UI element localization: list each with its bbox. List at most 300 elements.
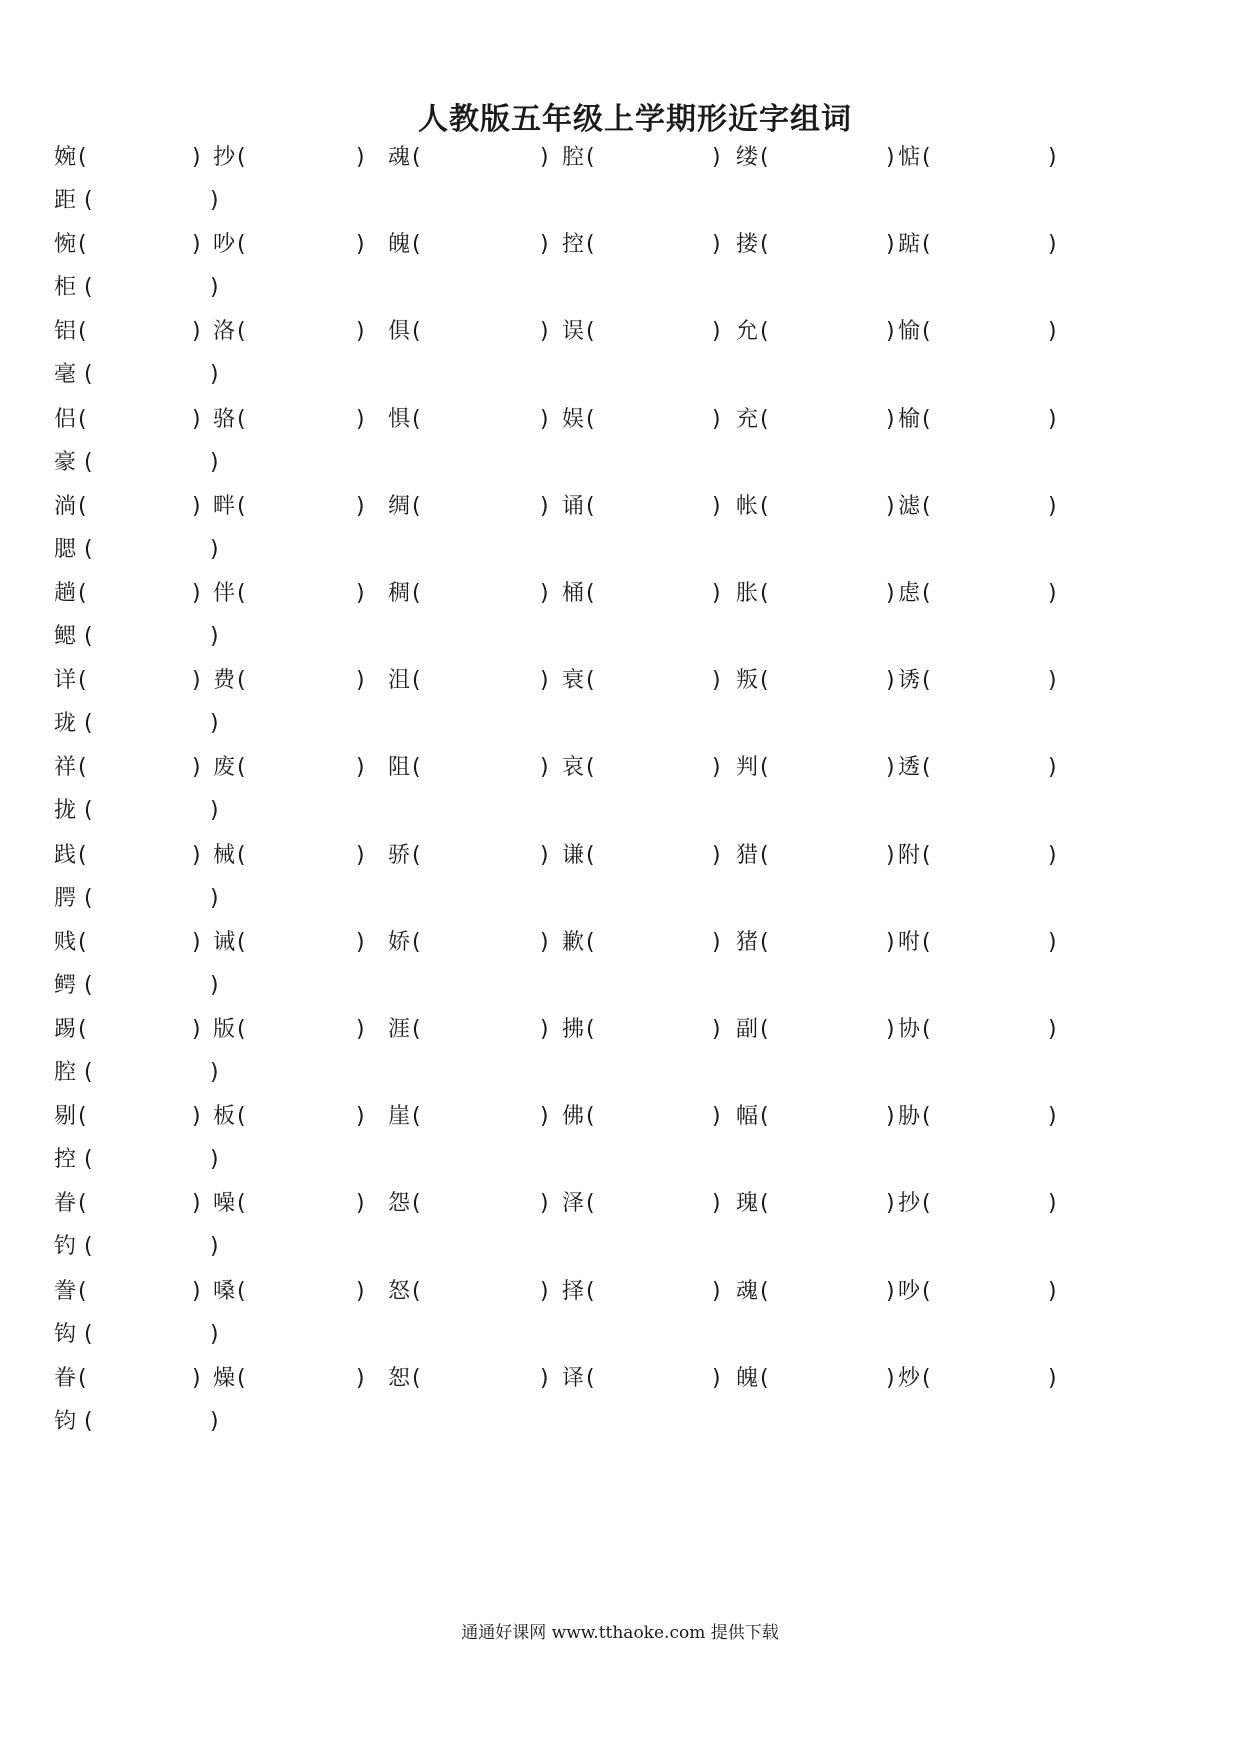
- answer-blank-close: ): [210, 275, 219, 301]
- answer-blank-open: (: [78, 1191, 87, 1217]
- target-character: 魂: [388, 145, 411, 170]
- answer-blank-open: (: [922, 1191, 931, 1217]
- answer-blank-close: ): [210, 536, 219, 562]
- answer-blank-close: ): [540, 668, 549, 694]
- answer-blank-open: (: [760, 755, 769, 781]
- answer-blank-close: ): [192, 232, 201, 258]
- target-character: 洛: [213, 319, 236, 345]
- answer-blank-open: (: [586, 1104, 595, 1130]
- answer-blank-open: (: [78, 842, 87, 868]
- target-character: 惋: [54, 232, 77, 258]
- answer-blank-close: ): [540, 1017, 549, 1042]
- answer-blank-close: ): [356, 668, 365, 694]
- answer-blank-open: (: [84, 275, 93, 301]
- answer-blank-open: (: [412, 581, 421, 606]
- answer-blank-close: ): [540, 406, 549, 432]
- answer-blank-close: ): [540, 1278, 549, 1304]
- answer-blank-close: ): [356, 1017, 365, 1042]
- answer-blank-close: ): [192, 1278, 201, 1304]
- answer-blank-close: ): [192, 1017, 201, 1042]
- target-character: 诫: [213, 929, 236, 955]
- word-row-continued: [0, 526, 1240, 574]
- answer-blank-close: ): [1048, 668, 1057, 694]
- target-character: 虑: [898, 581, 921, 606]
- answer-blank-open: (: [237, 1017, 246, 1042]
- answer-blank-open: (: [78, 406, 87, 432]
- answer-blank-open: (: [78, 755, 87, 781]
- answer-blank-open: (: [237, 145, 246, 170]
- target-character: 眷: [54, 1191, 77, 1217]
- target-character: 控: [562, 232, 585, 258]
- target-character: 愉: [898, 319, 921, 345]
- answer-blank-open: (: [586, 319, 595, 345]
- target-character: 拢: [54, 798, 77, 824]
- footer-credit: 通通好课网 www.tthaoke.com 提供下载: [461, 1623, 779, 1643]
- word-row: [0, 1355, 1240, 1403]
- target-character: 板: [213, 1104, 236, 1130]
- answer-blank-open: (: [412, 929, 421, 955]
- answer-blank-open: (: [84, 711, 93, 737]
- answer-blank-close: ): [540, 319, 549, 345]
- answer-blank-open: (: [922, 493, 931, 519]
- answer-blank-open: (: [760, 929, 769, 955]
- answer-blank-close: ): [712, 842, 721, 868]
- target-character: 腭: [54, 885, 77, 911]
- target-character: 魄: [736, 1365, 759, 1391]
- target-character: 骄: [388, 842, 411, 868]
- answer-blank-close: ): [886, 493, 895, 519]
- answer-blank-close: ): [886, 1365, 895, 1391]
- target-character: 诵: [562, 493, 585, 519]
- target-character: 腔: [54, 1060, 77, 1085]
- answer-blank-open: (: [760, 1191, 769, 1217]
- answer-blank-open: (: [78, 1017, 87, 1042]
- target-character: 伴: [213, 581, 236, 606]
- target-character: 胁: [898, 1104, 921, 1130]
- answer-blank-close: ): [540, 929, 549, 955]
- answer-blank-close: ): [540, 581, 549, 606]
- target-character: 娇: [388, 929, 411, 955]
- answer-blank-close: ): [1048, 1365, 1057, 1391]
- target-character: 贱: [54, 929, 77, 955]
- answer-blank-close: ): [712, 319, 721, 345]
- target-character: 涯: [388, 1017, 411, 1042]
- answer-blank-close: ): [356, 493, 365, 519]
- word-row-continued: [0, 613, 1240, 661]
- answer-blank-open: (: [84, 536, 93, 562]
- answer-blank-close: ): [1048, 1278, 1057, 1304]
- target-character: 稠: [388, 581, 411, 606]
- answer-blank-open: (: [760, 319, 769, 345]
- target-character: 沮: [388, 668, 411, 694]
- answer-blank-open: (: [237, 929, 246, 955]
- answer-blank-open: (: [586, 1278, 595, 1304]
- target-character: 吵: [898, 1278, 921, 1304]
- answer-blank-close: ): [192, 755, 201, 781]
- answer-blank-close: ): [192, 581, 201, 606]
- target-character: 副: [736, 1017, 759, 1042]
- answer-blank-open: (: [237, 1365, 246, 1391]
- answer-blank-open: (: [78, 1365, 87, 1391]
- answer-blank-close: ): [210, 972, 219, 998]
- target-character: 眷: [54, 1365, 77, 1391]
- target-character: 踢: [54, 1017, 77, 1042]
- answer-blank-close: ): [712, 755, 721, 781]
- answer-blank-open: (: [237, 581, 246, 606]
- answer-blank-close: ): [1048, 842, 1057, 868]
- target-character: 怨: [388, 1191, 411, 1217]
- target-character: 钓: [54, 1234, 77, 1260]
- answer-blank-close: ): [192, 145, 201, 170]
- target-character: 叛: [736, 668, 759, 694]
- answer-blank-open: (: [922, 755, 931, 781]
- answer-blank-close: ): [356, 1278, 365, 1304]
- word-row-continued: [0, 264, 1240, 312]
- answer-blank-close: ): [192, 406, 201, 432]
- answer-blank-open: (: [586, 929, 595, 955]
- answer-blank-open: (: [84, 1234, 93, 1260]
- answer-blank-open: (: [78, 929, 87, 955]
- target-character: 废: [213, 755, 236, 781]
- answer-blank-close: ): [712, 493, 721, 519]
- answer-blank-open: (: [412, 319, 421, 345]
- answer-blank-open: (: [922, 1278, 931, 1304]
- answer-blank-close: ): [712, 145, 721, 170]
- target-character: 噪: [213, 1191, 236, 1217]
- answer-blank-open: (: [84, 188, 93, 213]
- answer-blank-open: (: [237, 319, 246, 345]
- target-character: 炒: [898, 1365, 921, 1391]
- target-character: 恕: [388, 1365, 411, 1391]
- answer-blank-close: ): [1048, 232, 1057, 258]
- answer-blank-close: ): [210, 711, 219, 737]
- answer-blank-open: (: [586, 232, 595, 258]
- answer-blank-open: (: [922, 581, 931, 606]
- answer-blank-open: (: [760, 406, 769, 432]
- target-character: 控: [54, 1147, 77, 1173]
- target-character: 腮: [54, 536, 77, 562]
- target-character: 怒: [388, 1278, 411, 1304]
- word-row-continued: [0, 351, 1240, 399]
- answer-blank-open: (: [84, 624, 93, 649]
- answer-blank-open: (: [84, 798, 93, 824]
- target-character: 抄: [213, 145, 236, 170]
- answer-blank-close: ): [192, 1104, 201, 1130]
- answer-blank-open: (: [84, 1147, 93, 1173]
- answer-blank-close: ): [192, 1365, 201, 1391]
- answer-blank-close: ): [886, 1104, 895, 1130]
- answer-blank-close: ): [540, 755, 549, 781]
- answer-blank-close: ): [356, 1191, 365, 1217]
- answer-blank-close: ): [712, 581, 721, 606]
- target-character: 佛: [562, 1104, 585, 1130]
- answer-blank-close: ): [540, 1191, 549, 1217]
- answer-blank-close: ): [356, 145, 365, 170]
- answer-blank-open: (: [922, 406, 931, 432]
- answer-blank-open: (: [78, 581, 87, 606]
- answer-blank-open: (: [84, 362, 93, 388]
- answer-blank-close: ): [712, 1365, 721, 1391]
- word-row: [0, 744, 1240, 792]
- word-row: [0, 1006, 1240, 1054]
- answer-blank-open: (: [412, 232, 421, 258]
- answer-blank-close: ): [886, 145, 895, 170]
- answer-blank-close: ): [210, 624, 219, 649]
- word-row: [0, 1180, 1240, 1228]
- answer-blank-close: ): [210, 362, 219, 388]
- target-character: 充: [736, 406, 759, 432]
- target-character: 畔: [213, 493, 236, 519]
- answer-blank-close: ): [1048, 581, 1057, 606]
- answer-blank-open: (: [412, 1191, 421, 1217]
- target-character: 绸: [388, 493, 411, 519]
- target-character: 娱: [562, 406, 585, 432]
- word-row-continued: [0, 439, 1240, 487]
- answer-blank-open: (: [78, 145, 87, 170]
- target-character: 桶: [562, 581, 585, 606]
- target-character: 缕: [736, 145, 759, 170]
- target-character: 允: [736, 319, 759, 345]
- answer-blank-close: ): [356, 755, 365, 781]
- answer-blank-open: (: [760, 668, 769, 694]
- answer-blank-open: (: [586, 406, 595, 432]
- word-row: [0, 1093, 1240, 1141]
- answer-blank-close: ): [712, 406, 721, 432]
- target-character: 帐: [736, 493, 759, 519]
- word-row: [0, 832, 1240, 880]
- target-character: 猎: [736, 842, 759, 868]
- answer-blank-close: ): [192, 1191, 201, 1217]
- target-character: 榆: [898, 406, 921, 432]
- target-character: 瑰: [736, 1191, 759, 1217]
- word-row-continued: [0, 875, 1240, 923]
- target-character: 腔: [562, 145, 585, 170]
- answer-blank-close: ): [210, 1060, 219, 1085]
- answer-blank-close: ): [1048, 145, 1057, 170]
- answer-blank-open: (: [760, 1365, 769, 1391]
- target-character: 版: [213, 1017, 236, 1042]
- target-character: 誊: [54, 1278, 77, 1304]
- answer-blank-open: (: [78, 668, 87, 694]
- answer-blank-open: (: [586, 668, 595, 694]
- answer-blank-close: ): [356, 319, 365, 345]
- target-character: 魄: [388, 232, 411, 258]
- answer-blank-open: (: [586, 842, 595, 868]
- answer-blank-open: (: [760, 145, 769, 170]
- answer-blank-open: (: [586, 1365, 595, 1391]
- answer-blank-close: ): [886, 1191, 895, 1217]
- target-character: 钧: [54, 1408, 77, 1434]
- word-row: [0, 919, 1240, 967]
- word-row: [0, 657, 1240, 705]
- target-character: 判: [736, 755, 759, 781]
- answer-blank-close: ): [1048, 929, 1057, 955]
- answer-blank-close: ): [1048, 1017, 1057, 1042]
- answer-blank-open: (: [412, 1017, 421, 1042]
- answer-blank-open: (: [922, 145, 931, 170]
- answer-blank-close: ): [356, 929, 365, 955]
- answer-blank-open: (: [922, 232, 931, 258]
- answer-blank-open: (: [84, 885, 93, 911]
- answer-blank-open: (: [412, 1365, 421, 1391]
- word-row-continued: [0, 1049, 1240, 1097]
- target-character: 咐: [898, 929, 921, 955]
- target-character: 猪: [736, 929, 759, 955]
- answer-blank-close: ): [540, 145, 549, 170]
- answer-blank-open: (: [412, 1104, 421, 1130]
- answer-blank-open: (: [237, 755, 246, 781]
- target-character: 搂: [736, 232, 759, 258]
- answer-blank-close: ): [210, 885, 219, 911]
- answer-blank-close: ): [712, 1104, 721, 1130]
- target-character: 珑: [54, 711, 77, 737]
- answer-blank-close: ): [712, 1191, 721, 1217]
- target-character: 泽: [562, 1191, 585, 1217]
- answer-blank-close: ): [1048, 1104, 1057, 1130]
- answer-blank-open: (: [412, 493, 421, 519]
- target-character: 吵: [213, 232, 236, 258]
- answer-blank-close: ): [210, 449, 219, 475]
- answer-blank-close: ): [210, 1408, 219, 1434]
- target-character: 燥: [213, 1365, 236, 1391]
- target-character: 毫: [54, 362, 77, 388]
- target-character: 协: [898, 1017, 921, 1042]
- answer-blank-open: (: [586, 145, 595, 170]
- answer-blank-close: ): [1048, 493, 1057, 519]
- answer-blank-open: (: [760, 1278, 769, 1304]
- target-character: 距: [54, 188, 77, 213]
- answer-blank-close: ): [886, 755, 895, 781]
- page-title: 人教版五年级上学期形近字组词: [418, 102, 852, 137]
- answer-blank-open: (: [412, 145, 421, 170]
- target-character: 谦: [562, 842, 585, 868]
- answer-blank-open: (: [78, 1104, 87, 1130]
- answer-blank-open: (: [586, 1017, 595, 1042]
- answer-blank-open: (: [84, 1060, 93, 1085]
- answer-blank-open: (: [760, 1104, 769, 1130]
- word-row: [0, 221, 1240, 269]
- answer-blank-close: ): [712, 1278, 721, 1304]
- answer-blank-close: ): [1048, 755, 1057, 781]
- target-character: 崖: [388, 1104, 411, 1130]
- target-character: 骆: [213, 406, 236, 432]
- answer-blank-close: ): [192, 842, 201, 868]
- answer-blank-open: (: [760, 581, 769, 606]
- word-row-continued: [0, 1136, 1240, 1184]
- answer-blank-open: (: [922, 929, 931, 955]
- answer-blank-close: ): [1048, 319, 1057, 345]
- answer-blank-open: (: [84, 1321, 93, 1347]
- target-character: 译: [562, 1365, 585, 1391]
- target-character: 鳃: [54, 624, 77, 649]
- answer-blank-close: ): [210, 1147, 219, 1173]
- answer-blank-open: (: [237, 493, 246, 519]
- target-character: 柜: [54, 275, 77, 301]
- answer-blank-close: ): [886, 1017, 895, 1042]
- target-character: 侣: [54, 406, 77, 432]
- answer-blank-close: ): [712, 668, 721, 694]
- target-character: 滤: [898, 493, 921, 519]
- answer-blank-open: (: [922, 1017, 931, 1042]
- answer-blank-close: ): [886, 668, 895, 694]
- target-character: 剔: [54, 1104, 77, 1130]
- answer-blank-open: (: [922, 842, 931, 868]
- answer-blank-close: ): [356, 581, 365, 606]
- answer-blank-close: ): [540, 842, 549, 868]
- answer-blank-close: ): [712, 232, 721, 258]
- answer-blank-open: (: [412, 406, 421, 432]
- answer-blank-close: ): [210, 1234, 219, 1260]
- target-character: 惧: [388, 406, 411, 432]
- answer-blank-close: ): [210, 798, 219, 824]
- target-character: 误: [562, 319, 585, 345]
- word-row: [0, 570, 1240, 618]
- word-row: [0, 308, 1240, 356]
- target-character: 械: [213, 842, 236, 868]
- word-row-continued: [0, 177, 1240, 225]
- answer-blank-close: ): [886, 232, 895, 258]
- answer-blank-close: ): [886, 581, 895, 606]
- target-character: 详: [54, 668, 77, 694]
- answer-blank-close: ): [540, 493, 549, 519]
- word-row: [0, 1268, 1240, 1316]
- answer-blank-close: ): [192, 319, 201, 345]
- answer-blank-open: (: [760, 1017, 769, 1042]
- answer-blank-close: ): [1048, 1191, 1057, 1217]
- target-character: 择: [562, 1278, 585, 1304]
- target-character: 踮: [898, 232, 921, 258]
- answer-blank-close: ): [886, 319, 895, 345]
- answer-blank-open: (: [922, 668, 931, 694]
- target-character: 阻: [388, 755, 411, 781]
- answer-blank-close: ): [886, 406, 895, 432]
- answer-blank-open: (: [760, 493, 769, 519]
- answer-blank-open: (: [84, 449, 93, 475]
- target-character: 幅: [736, 1104, 759, 1130]
- answer-blank-close: ): [356, 1365, 365, 1391]
- answer-blank-close: ): [1048, 406, 1057, 432]
- answer-blank-close: ): [356, 406, 365, 432]
- answer-blank-open: (: [237, 406, 246, 432]
- target-character: 拂: [562, 1017, 585, 1042]
- word-row: [0, 483, 1240, 531]
- answer-blank-open: (: [586, 493, 595, 519]
- answer-blank-open: (: [412, 755, 421, 781]
- answer-blank-open: (: [412, 1278, 421, 1304]
- word-row-continued: [0, 1223, 1240, 1271]
- answer-blank-close: ): [540, 1365, 549, 1391]
- answer-blank-open: (: [760, 842, 769, 868]
- word-row-continued: [0, 962, 1240, 1010]
- answer-blank-open: (: [922, 1365, 931, 1391]
- answer-blank-open: (: [84, 1408, 93, 1434]
- answer-blank-close: ): [210, 188, 219, 213]
- answer-blank-open: (: [237, 1191, 246, 1217]
- answer-blank-open: (: [78, 493, 87, 519]
- answer-blank-open: (: [412, 668, 421, 694]
- answer-blank-close: ): [356, 232, 365, 258]
- target-character: 钩: [54, 1321, 77, 1347]
- word-row: [0, 134, 1240, 182]
- target-character: 鳄: [54, 972, 77, 998]
- target-character: 婉: [54, 145, 77, 170]
- target-character: 魂: [736, 1278, 759, 1304]
- word-row-continued: [0, 787, 1240, 835]
- target-character: 衰: [562, 668, 585, 694]
- word-row: [0, 396, 1240, 444]
- answer-blank-open: (: [760, 232, 769, 258]
- answer-blank-close: ): [192, 929, 201, 955]
